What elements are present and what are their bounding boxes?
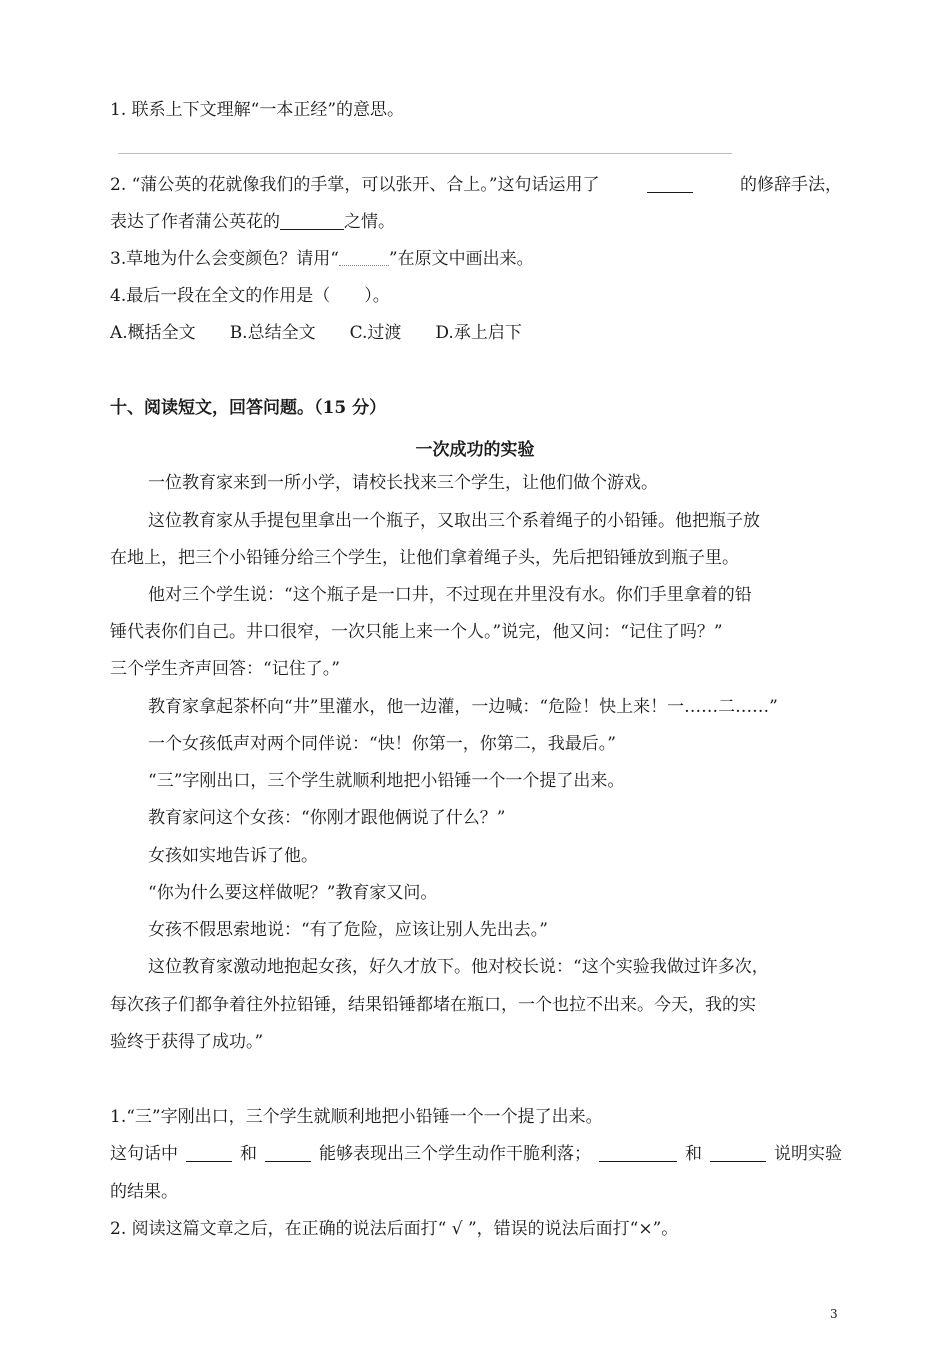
q2-text-c: 表达了作者蒲公英花的 bbox=[110, 212, 280, 232]
question-1: 1. 联系上下文理解“一本正经”的意思。 bbox=[110, 100, 405, 120]
q2-blank-1[interactable] bbox=[647, 174, 693, 193]
q1b-text-d: 和 bbox=[685, 1144, 702, 1164]
paragraph-3-line-1: 他对三个学生说：“这个瓶子是一口井，不过现在井里没有水。你们手里拿着的铅 bbox=[148, 585, 752, 605]
paragraph-3-line-3: 三个学生齐声回答：“记住了。” bbox=[110, 659, 340, 679]
paragraph-8: 女孩如实地告诉了他。 bbox=[148, 846, 318, 866]
section10-question-1-end: 的结果。 bbox=[110, 1182, 178, 1202]
question-4: 4.最后一段在全文的作用是（ ）。 bbox=[110, 286, 390, 306]
paragraph-2-line-2: 在地上，把三个小铅锤分给三个学生，让他们拿着绳子头，先后把铅锤放到瓶子里。 bbox=[110, 548, 739, 568]
section-heading: 十、阅读短文，回答问题。（15 分） bbox=[110, 398, 387, 418]
paragraph-4: 教育家拿起茶杯向“井”里灌水，他一边灌，一边喊：“危险！快上来！一……二……” bbox=[148, 697, 778, 717]
option-a[interactable]: A.概括全文 bbox=[110, 323, 196, 343]
blank-3[interactable] bbox=[599, 1143, 677, 1162]
paragraph-2-line-1: 这位教育家从手提包里拿出一个瓶子，又取出三个系着绳子的小铅锤。他把瓶子放 bbox=[148, 511, 760, 531]
q2-blank-2[interactable] bbox=[280, 211, 344, 230]
paragraph-7: 教育家问这个女孩：“你刚才跟他俩说了什么？” bbox=[148, 808, 506, 828]
paragraph-1: 一位教育家来到一所小学，请校长找来三个学生，让他们做个游戏。 bbox=[148, 473, 658, 493]
blank-2[interactable] bbox=[265, 1143, 311, 1162]
q2-text-d: 之情。 bbox=[344, 212, 395, 232]
question-2-line-2 bbox=[110, 211, 842, 233]
section10-question-2: 2. 阅读这篇文章之后，在正确的说法后面打“ √ ”，错误的说法后面打“×”。 bbox=[110, 1219, 679, 1239]
paragraph-11-line-2: 每次孩子们都争着往外拉铅锤，结果铅锤都堵在瓶口，一个也拉不出来。今天，我的实 bbox=[110, 995, 756, 1015]
page-number: 3 bbox=[830, 1307, 838, 1321]
paragraph-11-line-3: 验终于获得了成功。” bbox=[110, 1032, 264, 1052]
q1b-text-e: 说明实验 bbox=[774, 1144, 842, 1164]
answer-line bbox=[118, 153, 732, 154]
paragraph-5: 一个女孩低声对两个同伴说：“快！你第一，你第二，我最后。” bbox=[148, 734, 616, 754]
paragraph-9: “你为什么要这样做呢？”教育家又问。 bbox=[148, 883, 438, 903]
section10-question-1-blanks bbox=[110, 1143, 842, 1165]
passage-title: 一次成功的实验 bbox=[415, 440, 535, 460]
q3-text-a: 3.草地为什么会变颜色？请用“ bbox=[110, 249, 339, 269]
q2-text-a: 2. “蒲公英的花就像我们的手掌，可以张开、合上。”这句话运用了 bbox=[110, 175, 600, 195]
q1b-text-c: 能够表现出三个学生动作干脆利落； bbox=[319, 1144, 591, 1164]
option-b[interactable]: B.总结全文 bbox=[229, 323, 316, 343]
q1b-text-b: 和 bbox=[240, 1144, 257, 1164]
paragraph-6: “三”字刚出口，三个学生就顺利地把小铅锤一个一个提了出来。 bbox=[148, 771, 625, 791]
paragraph-11-line-1: 这位教育家激动地抱起女孩，好久才放下。他对校长说：“这个实验我做过许多次， bbox=[148, 957, 769, 977]
section10-question-1: 1.“三”字刚出口，三个学生就顺利地把小铅锤一个一个提了出来。 bbox=[110, 1107, 603, 1127]
paragraph-3-line-2: 锤代表你们自己。井口很窄，一次只能上来一个人。”说完，他又问：“记住了吗？” bbox=[110, 622, 723, 642]
question-2-line-1 bbox=[110, 174, 842, 196]
blank-4[interactable] bbox=[710, 1143, 766, 1162]
question-3 bbox=[110, 248, 842, 270]
q2-text-b: 的修辞手法， bbox=[739, 175, 842, 195]
paragraph-10: 女孩不假思索地说：“有了危险，应该让别人先出去。” bbox=[148, 920, 548, 940]
q3-text-b: ”在原文中画出来。 bbox=[388, 249, 534, 269]
wavy-underline-mark bbox=[339, 251, 389, 266]
option-d[interactable]: D.承上启下 bbox=[435, 323, 522, 343]
q1b-text-a: 这句话中 bbox=[110, 1144, 178, 1164]
blank-1[interactable] bbox=[186, 1143, 232, 1162]
option-c[interactable]: C.过渡 bbox=[349, 323, 402, 343]
question-4-options bbox=[110, 322, 842, 344]
